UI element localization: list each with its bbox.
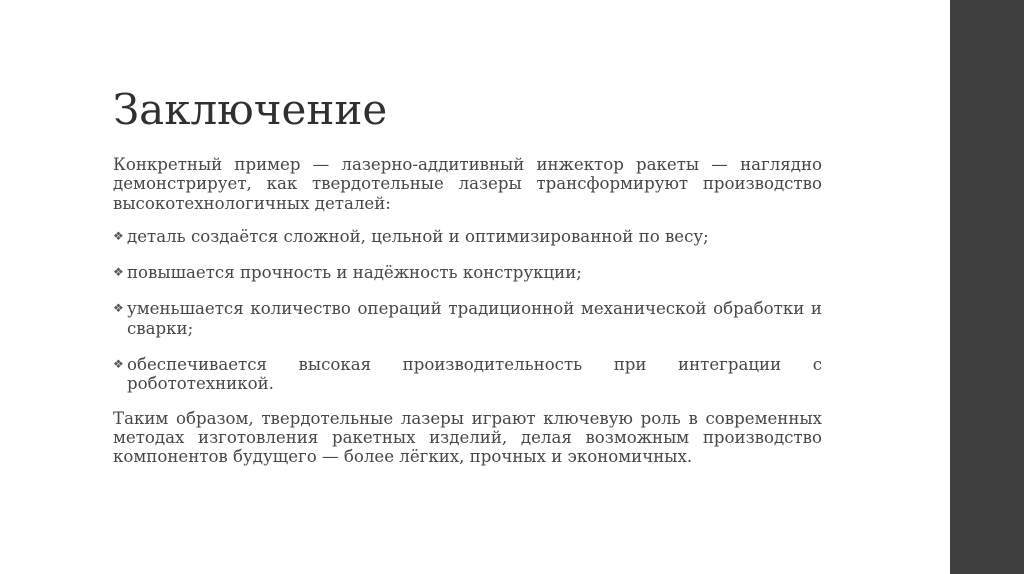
bullet-text: повышается прочность и надёжность конструкции;: [127, 263, 582, 283]
slide-title: Заключение: [113, 85, 388, 134]
bullet-text: обеспечивается высокая производительность при интеграции с робототехникой.: [127, 355, 822, 394]
bullet-item-3: [113, 299, 822, 338]
bullet-list: [113, 227, 822, 394]
conclusion-paragraph: Таким образом, твердотельные лазеры играют ключевую роль в современных методах изготовления ракетных изделий, делая возможным производство компонентов будущего — более лёгких, прочных и экономичных.: [113, 408, 822, 467]
diamond-bullet-icon: ❖: [113, 265, 124, 280]
intro-paragraph: Конкретный пример — лазерно-аддитивный инжектор ракеты — наглядно демонстрирует, как твердотельные лазеры трансформируют производство высокотехнологичных деталей:: [113, 155, 822, 213]
bullet-text: уменьшается количество операций традиционной механической обработки и сварки;: [127, 299, 822, 338]
diamond-bullet-icon: ❖: [113, 357, 124, 372]
diamond-bullet-icon: ❖: [113, 228, 124, 243]
bullet-item-1: [113, 227, 822, 246]
bullet-text: деталь создаётся сложной, цельной и оптимизированной по весу;: [127, 226, 709, 246]
slide-content: [113, 155, 822, 467]
diamond-bullet-icon: ❖: [113, 301, 124, 316]
bullet-item-2: [113, 263, 822, 282]
bullet-item-4: [113, 355, 822, 394]
side-bar: [950, 0, 1024, 574]
